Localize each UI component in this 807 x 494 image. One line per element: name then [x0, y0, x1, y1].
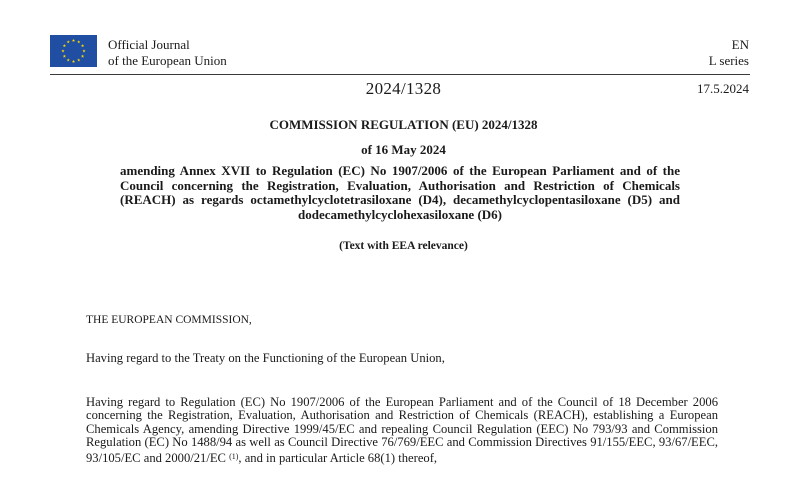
recital-regulation: [86, 396, 718, 465]
regulation-subject: amending Annex XVII to Regulation (EC) No 1907/2006 of the European Parliament and of the Council concerning the Registration, Evaluation, Authorisation and Restriction of Chemicals (REACH) as regards octamethylcyclotetrasiloxane (D4), decamethylcyclopentasiloxane (D5) and dodecamethylcyclohexasiloxane (D6): [120, 163, 680, 222]
eea-relevance: (Text with EEA relevance): [339, 240, 468, 252]
commission-heading: THE EUROPEAN COMMISSION,: [86, 314, 252, 326]
recital-treaty: Having regard to the Treaty on the Functioning of the European Union,: [86, 351, 445, 365]
header-divider: [50, 74, 750, 75]
document-number: 2024/1328: [365, 79, 442, 98]
recital-regulation-text: Having regard to Regulation (EC) No 1907/2006 of the European Parliament and of the Council of 18 December 2006 concerning the Registration, Evaluation, Authorisation and Restriction of Chemicals (REACH), establishing a European Chemicals Agency, amending Directive 1999/45/EC and repealing Council Regulation (EEC) No 793/93 and Commission Regulation (EC) No 1488/94 as well as Council Directive 76/769/EEC and Commission Directives 91/155/EEC, 93/67/EEC, 93/105/EC and 2000/21/EC: [86, 395, 718, 465]
regulation-title: COMMISSION REGULATION (EU) 2024/1328: [269, 117, 538, 132]
journal-title: [108, 37, 227, 69]
eu-flag-logo: [50, 35, 97, 67]
journal-title-line1: Official Journal: [108, 37, 190, 52]
language-code: EN: [731, 37, 749, 52]
recital-regulation-tail: , and in particular Article 68(1) thereof,: [238, 450, 438, 465]
language-series: [709, 37, 749, 69]
journal-title-line2: of the European Union: [108, 53, 227, 68]
footnote-link[interactable]: (1): [229, 451, 239, 461]
series-label: L series: [708, 53, 749, 68]
publication-date: 17.5.2024: [697, 81, 749, 96]
regulation-date: of 16 May 2024: [361, 142, 446, 157]
